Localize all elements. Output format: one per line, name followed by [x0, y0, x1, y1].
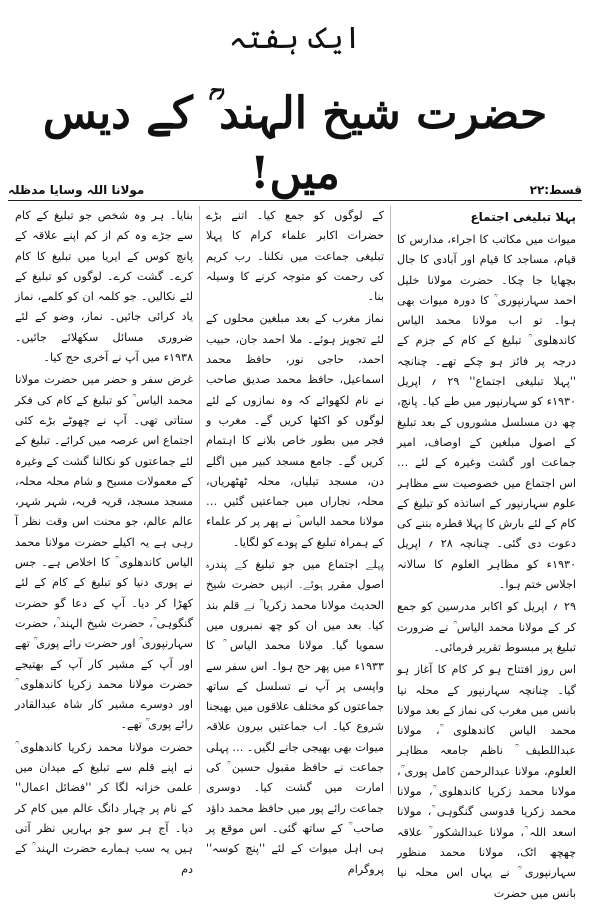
paragraph: نماز مغرب کے بعد مبلغین محلوں کے لئے تجویز ہوئے۔ ملا احمد جان، حبیب احمد، حاجی نور، حافظ محمد اسماعیل، حافظ محمد صدیق صاحب نے نام لکھوائے کہ وہ نمازوں کے لئے لوگوں کو اکٹھا کریں گے۔ مغرب و فجر میں بطور خاص بلانے کا اہتمام کریں گے۔ جامع مسجد کبیر میں اگلے دن، مسجد تیلیاں، محلہ ٹھٹھریاں، محلہ، نجاراں میں جماعتیں گئیں … مولانا محمد الیاس ؒ نے پھر پر کر علماء کے ہمراہ تبلیغ کے پودے کو لگایا۔	[206, 312, 384, 549]
paragraph: حضرت مولانا محمد زکریا کاندھلوی ؒ نے اپنے قلم سے تبلیغ کے میدان میں علمی خزانہ لگا کر ''فضائل اعمال'' کے نام پر چہار دانگ عالم میں کام کر دیا۔ آج ہر سو جو بہاریں نظر آتی ہیں یہ سب ہمارے حضرت الہند ؒ کے دم	[15, 740, 193, 876]
paragraph: ۲۹ ؍ اپریل کو اکابر مدرسین کو جمع کر کے مولانا محمد الیاس ؒ نے ضرورت تبلیغ پر مبسوط تقریر فرمائی۔	[397, 600, 576, 654]
paragraph: پہلے اجتماع میں جو تبلیغ کے پندرہ اصول مقرر ہوئے۔ انہیں حضرت شیخ الحدیث مولانا محمد زکریا ؒ نے قلم بند کیا۔ بعد میں ان کو چھ نمبروں میں سمویا گیا۔ مولانا محمد الیاس ؒ کا ۱۹۳۳ء میں پھر حج ہوا۔ اس سفر سے واپسی پر آپ نے تسلسل کے ساتھ جماعتوں کو مختلف علاقوں میں بھیجنا شروع کیا۔ اب جماعتیں بیرون علاقہ میوات بھی بھیجی جانے لگیں۔ … پہلی جماعت نے حافظ مقبول حسین ؒ کی امارت میں گشت کیا۔ دوسری جماعت رائے پور میں حافظ محمد داؤد صاحب ؒ کے ساتھ گئی۔ اس موقع پر ہی اہل میوات کے لئے ''پنچ کوسہ'' پروگرام	[206, 558, 384, 876]
series-kicker: ایک ہفتہ	[228, 21, 362, 56]
paragraph: میوات میں مکاتب کا اجراء، مدارس کا قیام، مساجد کا قیام اور آبادی کا جال بچھایا جا چکا۔ حضرت مولانا خلیل احمد سہارنپوری ؒ کا دورہ میوات بھی ہوا۔ تو اب مولانا محمد الیاس کاندھلوی ؒ تبلیغ کے کام کے جزم کے درجہ پر فائز ہو چکے تھے۔ چنانچہ ''پہلا تبلیغی اجتماع'' ۲۹ ؍ اپریل ۱۹۳۰ء کو سہارنپور میں طے کیا۔ پانچ، چھ دن مسلسل مشوروں کے بعد تبلیغ کے اصول مبلغین کے اوصاف، امیر جماعت اور گشت وغیرہ کے لئے … اس اجتماع میں خصوصیت سے مظاہر علوم سہارنپور کے اساتذہ کو تبلیغ کے کام کے لئے بارش کا پہلا قطرہ بننے کی دعوت دی گئی۔ چنانچہ ۲۸ ؍ اپریل ۱۹۳۰ء کو مظاہر العلوم کا سالانہ اجلاس ختم ہوا۔	[397, 233, 576, 592]
page-headline: حضرت شیخ الہند ؒ کے دیس میں!	[42, 88, 548, 199]
installment-label: قسط:۲۲	[529, 183, 582, 197]
paragraph: غرض سفر و حضر میں حضرت مولانا محمد الیاس ؒ کو تبلیغ کے کام کی فکر ستاتی تھی۔ آپ نے چھوٹے بڑے کئی اجتماع اس عرصہ میں کرائے۔ تبلیغ کے لئے جماعتوں کو نکالنا گشت کے وغیرہ کے معمولات مسیح و شام محلہ محلہ، مسجد مسجد، قریہ قریہ، شہر شہر، عالم عالم، جو محنت اس وقت نظر آ رہی ہے یہ اکیلے حضرت مولانا محمد الیاس کاندھلوی ؒ کا اخلاص ہے۔ جس نے پوری دنیا کو تبلیغ کے کام کے لئے کھڑا کر دیا۔ آپ کے دعا گو حضرت گنگوہی ؒ، حضرت شیخ الہند ؒ، حضرت سہارنپوری ؒ اور حضرت رائے پوری ؒ تھے اور آپ کے مشیر کار آپ کے بھتیجے حضرت مولانا محمد زکریا کاندھلوی ؒ اور دوسرے مشیر کار شاہ عبدالقادر رائے پوری ؒ تھے۔	[15, 373, 193, 732]
header-divider	[8, 200, 582, 201]
column-left	[9, 206, 200, 876]
column-right	[391, 206, 582, 900]
section-subhead: پہلا تبلیغی اجتماع	[470, 210, 576, 224]
column-middle	[200, 206, 391, 876]
paragraph: بنایا۔ ہر وہ شخص جو تبلیغ کے کام سے جڑے وہ کم از کم اپنے علاقہ کے پانچ کوس کے ایریا میں تبلیغ کا کام کرے۔ گشت کرے۔ لوگوں کو تبلیغ کے لئے نکالیں۔ جو کلمہ ان کو کلمے، نماز یاد کرائی جائیں۔ نماز، وضو کے لئے ضروری مسائل سکھلائے جائیں۔ ۱۹۳۸ء میں آپ نے آخری حج کیا۔	[15, 209, 193, 365]
article-columns	[8, 206, 582, 900]
byline-row	[8, 180, 582, 200]
paragraph: اس روز افتتاح ہو کر کام کا آغاز ہو گیا۔ چنانچہ سہارنپور کے محلہ نیا بانس میں مغرب کی نماز کے بعد مولانا محمد الیاس کاندھلوی ؒ، مولانا عبداللطیف ؒ ناظم جامعہ مظاہر العلوم، مولانا عبدالرحمن کامل پوری ؒ، مولانا محمد زکریا کاندھلوی ؒ، مولانا محمد زکریا قدوسی گنگوہی ؒ، مولانا اسعد اللہ ؒ، مولانا عبدالشکور ؒ علاقہ چھچھ اٹک، مولانا محمد منظور سہارنپوری ؒ نے یہاں اس محلہ نیا بانس میں حضرت	[397, 663, 576, 900]
paragraph: کے لوگوں کو جمع کیا۔ اتنے بڑے حضرات اکابر علماء کرام کا پہلا تبلیغی جماعت میں نکلنا۔ رب کریم کی رحمت کو متوجہ کرنے کا وسیلہ بنا۔	[206, 209, 384, 304]
author-byline: مولانا اللہ وسایا مدظلہ	[8, 183, 145, 197]
